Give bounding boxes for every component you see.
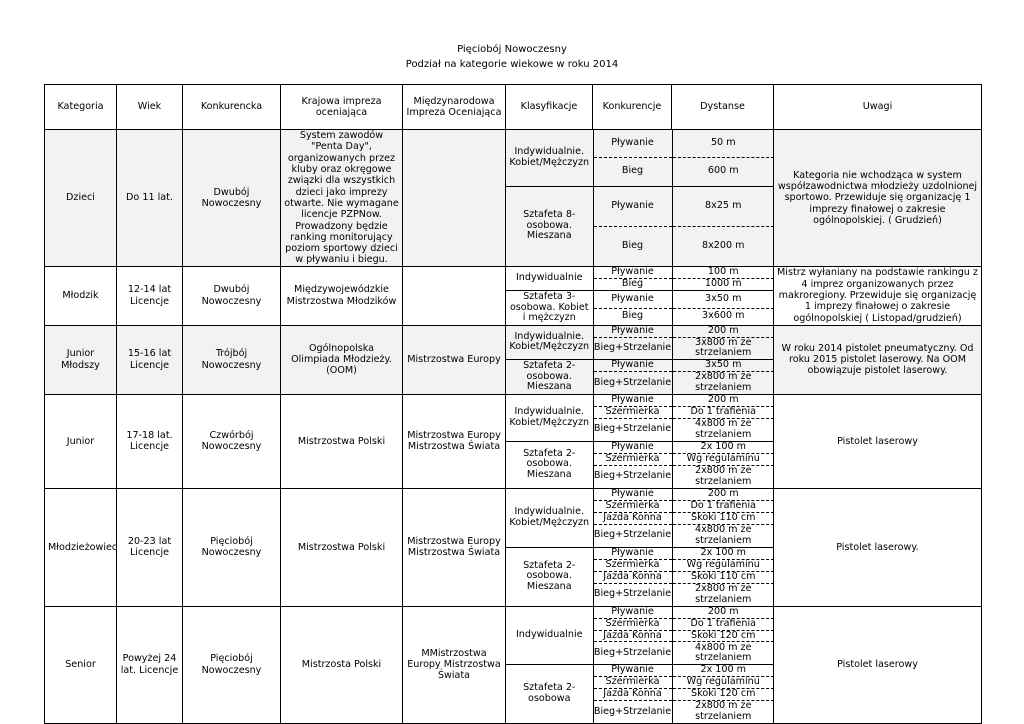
konkurencja-item: Jazda Konna <box>593 512 672 524</box>
classification-group-cell <box>506 394 774 488</box>
dystans-item: 8x200 m <box>702 240 745 252</box>
dystans-item: Skoki 110 cm <box>672 512 774 524</box>
dystans-item: Wg regulaminu <box>672 559 774 571</box>
konkurencja-item: Pływanie <box>593 291 672 308</box>
header-dystanse: Dystanse <box>672 85 774 130</box>
klasyfikacja-cell: Sztafeta 2-osobowa. Mieszana <box>506 547 593 606</box>
classification-subtable <box>506 326 774 394</box>
konkurencja-item: Szermierka <box>593 406 672 418</box>
kategoria-cell: Senior <box>45 606 117 723</box>
classification-item-row <box>506 665 774 677</box>
krajowa-cell: Mistrzostwa Polski <box>281 394 403 488</box>
dystans-item: 2x800 m ze strzelaniem <box>695 583 752 605</box>
konkurencja-cell: Trójbój Nowoczesny <box>183 325 281 394</box>
dystans-item: 3x600 m <box>702 310 745 322</box>
header-klasyfikacje: Klasyfikacje <box>506 85 593 130</box>
classification-group-cell <box>506 266 774 325</box>
category-row <box>45 394 982 488</box>
document-title: Pięciobój Nowoczesny <box>457 44 567 55</box>
klasyfikacja-cell: Indywidualnie <box>506 607 593 665</box>
classification-subtable <box>506 267 774 325</box>
konkurencja-item: Pływanie <box>593 665 672 677</box>
kategoria-cell: Młodzik <box>45 266 117 325</box>
konkurencja-item: Bieg+Strzelanie <box>593 418 672 441</box>
classification-item-row <box>506 547 774 559</box>
classification-item-row <box>506 326 774 337</box>
classification-item-row <box>506 267 774 279</box>
classification-group-cell <box>506 488 774 606</box>
classification-item-row <box>506 489 774 500</box>
uwagi-cell: Pistolet laserowy <box>774 394 982 488</box>
kategoria-cell: Junior <box>45 394 117 488</box>
wiek-cell: 17-18 lat. Licencje <box>117 394 183 488</box>
konkurencja-item: Jazda Konna <box>593 571 672 583</box>
dystans-item: 200 m <box>672 395 774 406</box>
konkurencja-item: Bieg <box>593 157 672 186</box>
header-konkurencka: Konkurencka <box>183 85 281 130</box>
miedzynarodowa-cell: Mistrzostwa Europy Mistrzostwa Świata <box>403 488 506 606</box>
konkurencja-item: Pływanie <box>593 547 672 559</box>
klasyfikacja-cell: Indywidualnie. Kobiet/Mężczyzn <box>506 326 593 360</box>
klasyfikacja-cell: Sztafeta 2-osobowa. Mieszana <box>506 441 593 488</box>
dystans-item: 2x 100 m <box>672 665 774 677</box>
konkurencja-item: Szermierka <box>593 453 672 465</box>
konkurencja-item: Bieg+Strzelanie <box>593 642 672 665</box>
dystans-item: 3x50 m <box>672 291 774 308</box>
konkurencja-item: Pływanie <box>593 130 672 157</box>
dystans-item: 8x25 m <box>672 186 774 227</box>
classification-item-row <box>506 360 774 372</box>
dystans-item: Do 1 trafienia <box>672 618 774 630</box>
classification-subtable <box>506 607 774 723</box>
uwagi-cell: Mistrz wyłaniany na podstawie rankingu z 4 imprez organizowanych przez makroregiony. Przewiduje się organizację 1 imprezy finałowej o zakresie ogólnopolskiej ( Listopad/grudzień) <box>774 266 982 325</box>
dystans-item: 3x50 m <box>672 360 774 372</box>
konkurencja-item: Bieg+Strzelanie <box>593 583 672 606</box>
classification-item-row <box>506 186 774 227</box>
document-subtitle: Podział na kategorie wiekowe w roku 2014 <box>405 59 619 70</box>
classification-subtable <box>506 489 774 606</box>
klasyfikacja-cell: Sztafeta 3-osobowa. Kobiet i mężczyzn <box>506 291 593 325</box>
category-row <box>45 606 982 723</box>
category-row <box>45 325 982 394</box>
konkurencja-cell: Dwubój Nowoczesny <box>183 266 281 325</box>
classification-item-row <box>506 395 774 406</box>
uwagi-cell: Pistolet laserowy. <box>774 488 982 606</box>
konkurencja-item: Jazda Konna <box>593 689 672 701</box>
dystans-item: 2x800 m ze strzelaniem <box>695 371 752 393</box>
konkurencja-item: Jazda Konna <box>593 630 672 642</box>
dystans-item: 200 m <box>672 607 774 618</box>
header-krajowa: Krajowa impreza oceniająca <box>281 85 403 130</box>
konkurencja-item: Pływanie <box>593 267 672 279</box>
konkurencja-item: Pływanie <box>593 360 672 372</box>
konkurencja-item: Bieg+Strzelanie <box>593 700 672 722</box>
konkurencja-item: Pływanie <box>593 607 672 618</box>
konkurencja-item: Bieg <box>593 227 672 266</box>
konkurencja-item: Bieg+Strzelanie <box>593 337 672 360</box>
category-row <box>45 488 982 606</box>
konkurencja-item: Szermierka <box>593 677 672 689</box>
dystans-item: 4x800 m ze strzelaniem <box>672 418 774 441</box>
klasyfikacja-cell: Indywidualnie. Kobiet/Mężczyzn <box>506 395 593 441</box>
dystans-item: 4x800 m ze strzelaniem <box>672 524 774 547</box>
uwagi-cell: Pistolet laserowy <box>774 606 982 723</box>
header-uwagi: Uwagi <box>774 85 982 130</box>
konkurencja-item: Szermierka <box>593 618 672 630</box>
konkurencja-cell: Pięciobój Nowoczesny <box>183 488 281 606</box>
dystans-item: Skoki 110 cm <box>672 571 774 583</box>
dystans-item: Wg regulaminu <box>672 677 774 689</box>
classification-subtable <box>506 130 774 266</box>
wiek-cell: 12-14 lat Licencje <box>117 266 183 325</box>
dystans-item: Do 1 trafienia <box>672 406 774 418</box>
klasyfikacja-cell: Sztafeta 8-osobowa. Mieszana <box>506 186 593 266</box>
classification-item-row <box>506 607 774 618</box>
krajowa-cell: Mistrzostwa Polski <box>281 488 403 606</box>
header-konkurencje: Konkurencje <box>593 85 672 130</box>
dystans-item: 2x800 m ze strzelaniem <box>695 700 752 722</box>
konkurencja-item: Pływanie <box>593 489 672 500</box>
dystans-item: 50 m <box>672 130 774 157</box>
header-wiek: Wiek <box>117 85 183 130</box>
klasyfikacja-cell: Sztafeta 2-osobowa <box>506 665 593 723</box>
konkurencja-item: Pływanie <box>593 395 672 406</box>
dystans-item: 200 m <box>672 326 774 337</box>
kategoria-cell: Młodzieżowiec <box>45 488 117 606</box>
miedzynarodowa-cell: MMistrzostwa Europy Mistrzostwa Świata <box>403 606 506 723</box>
categories-table <box>44 84 982 724</box>
classification-item-row <box>506 441 774 453</box>
konkurencja-item: Bieg <box>593 278 672 290</box>
dystans-item: Wg regulaminu <box>672 453 774 465</box>
uwagi-cell: Kategoria nie wchodząca w system współzawodnictwa młodzieży uzdolnionej sportowo. Przewiduje się organizację 1 imprezy finałowej o zakresie ogólnopolskiej. ( Grudzień) <box>774 130 982 267</box>
wiek-cell: 15-16 lat Licencje <box>117 325 183 394</box>
dystans-item: 600 m <box>672 157 774 186</box>
classification-item-row <box>506 291 774 308</box>
klasyfikacja-cell: Sztafeta 2-osobowa. Mieszana <box>506 360 593 394</box>
konkurencja-cell: Dwubój Nowoczesny <box>183 130 281 267</box>
dystans-item: 3x800 m ze strzelaniem <box>672 337 774 360</box>
wiek-cell: Powyżej 24 lat. Licencje <box>117 606 183 723</box>
konkurencja-item: Bieg+Strzelanie <box>593 465 672 488</box>
classification-group-cell <box>506 325 774 394</box>
classification-group-cell <box>506 606 774 723</box>
konkurencja-item: Pływanie <box>593 326 672 337</box>
wiek-cell: Do 11 lat. <box>117 130 183 267</box>
konkurencja-item: Bieg+Strzelanie <box>593 372 672 394</box>
dystans-item: Do 1 trafienia <box>672 500 774 512</box>
konkurencja-item: Szermierka <box>593 559 672 571</box>
category-row <box>45 130 982 267</box>
classification-group-cell <box>506 130 774 267</box>
kategoria-cell: Dzieci <box>45 130 117 267</box>
dystans-item: 2x800 m ze strzelaniem <box>695 465 752 487</box>
krajowa-cell: System zawodów "Penta Day", organizowanych przez kluby oraz okręgowe związki dla wszystkich dzieci jako imprezy otwarte. Nie wymagane licencje PZPNow. Prowadzony będzie ranking monitorujący poziom sportowy dzieci w pływaniu i biegu. <box>281 130 403 267</box>
konkurencja-cell: Czwórbój Nowoczesny <box>183 394 281 488</box>
krajowa-cell: Ogólnopolska Olimpiada Młodzieży. (OOM) <box>281 325 403 394</box>
konkurencja-item: Bieg <box>593 308 672 325</box>
dystans-item: 200 m <box>672 489 774 500</box>
miedzynarodowa-cell: Mistrzostwa Europy Mistrzostwa Świata <box>403 394 506 488</box>
krajowa-cell: Mistrzosta Polski <box>281 606 403 723</box>
wiek-cell: 20-23 lat Licencje <box>117 488 183 606</box>
dystans-item: Skoki 120 cm <box>672 630 774 642</box>
category-row <box>45 266 982 325</box>
uwagi-cell: W roku 2014 pistolet pneumatyczny. Od roku 2015 pistolet laserowy. Na OOM obowiązuje pistolet laserowy. <box>774 325 982 394</box>
konkurencja-cell: Pięciobój Nowoczesny <box>183 606 281 723</box>
header-kategoria: Kategoria <box>45 85 117 130</box>
konkurencja-item: Pływanie <box>593 186 672 227</box>
miedzynarodowa-cell <box>403 266 506 325</box>
miedzynarodowa-cell <box>403 130 506 267</box>
dystans-item: 2x 100 m <box>672 547 774 559</box>
classification-item-row <box>506 130 774 157</box>
kategoria-cell: Junior Młodszy <box>45 325 117 394</box>
dystans-item: 100 m <box>672 267 774 279</box>
klasyfikacja-cell: Indywidualnie <box>506 267 593 291</box>
dystans-item: 4x800 m ze strzelaniem <box>672 642 774 665</box>
klasyfikacja-cell: Indywidualnie. Kobiet/Mężczyzn <box>506 489 593 547</box>
konkurencja-item: Szermierka <box>593 500 672 512</box>
dystans-item: Skoki 120 cm <box>672 689 774 701</box>
classification-subtable <box>506 395 774 488</box>
konkurencja-item: Bieg+Strzelanie <box>593 524 672 547</box>
header-miedzynarodowa: Międzynarodowa Impreza Oceniająca <box>403 85 506 130</box>
dystans-item: 1000 m <box>672 278 774 290</box>
miedzynarodowa-cell: Mistrzostwa Europy <box>403 325 506 394</box>
dystans-item: 2x 100 m <box>672 441 774 453</box>
konkurencja-item: Pływanie <box>593 441 672 453</box>
krajowa-cell: Międzywojewódzkie Mistrzostwa Młodzików <box>281 266 403 325</box>
klasyfikacja-cell: Indywidualnie. Kobiet/Mężczyzn <box>506 130 593 186</box>
header-row <box>45 85 982 130</box>
